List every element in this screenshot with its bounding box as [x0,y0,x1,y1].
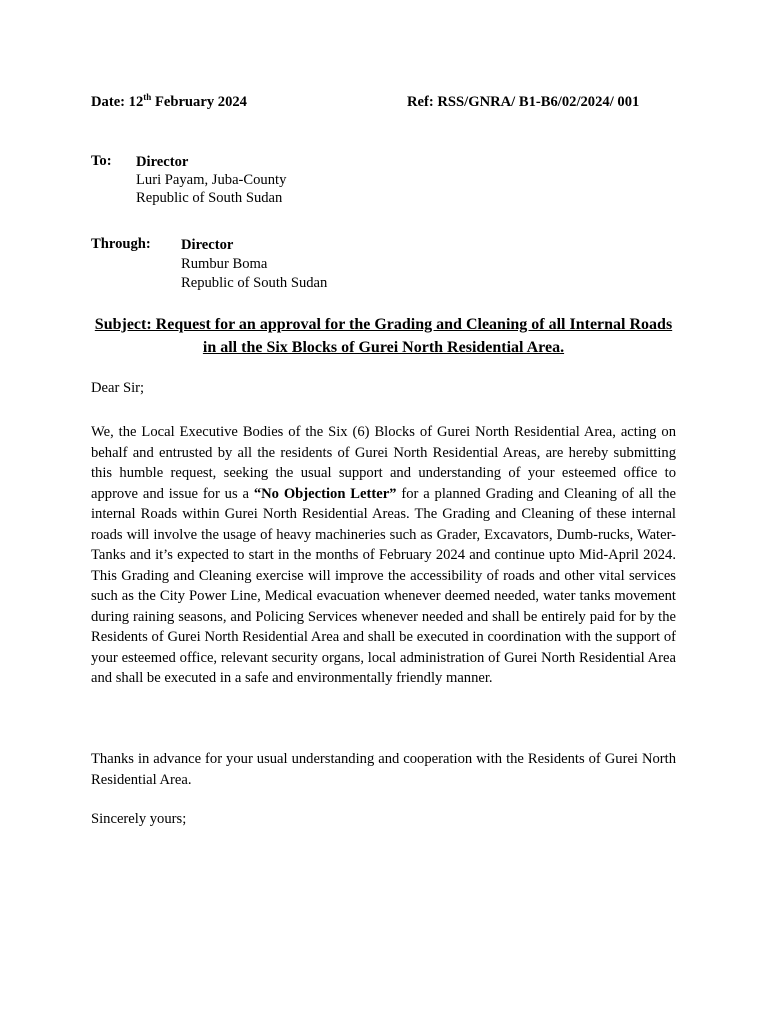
salutation: Dear Sir; [91,380,145,396]
recipient-address [136,153,286,207]
letter-reference: Ref: RSS/GNRA/ B1-B6/02/2024/ 001 [407,94,640,110]
recipient-title: Director [136,154,189,170]
no-objection-letter-emphasis: “No Objection Letter” [253,485,397,502]
through-title: Director [181,237,234,253]
through-line-1: Rumbur Boma [181,256,268,272]
letter-date: Date: 12th February 2024 [91,92,247,110]
recipient-line-1: Luri Payam, Juba-County [136,172,287,188]
closing: Sincerely yours; [91,811,187,827]
to-label: To: [91,153,112,169]
letter-subject: Subject: Request for an approval for the Grading and Cleaning of all Internal Roads in all the Six Blocks of Gurei North Residential Area. [94,316,673,356]
through-line-2: Republic of South Sudan [181,275,328,291]
thanks-paragraph: Thanks in advance for your usual understanding and cooperation with the Residents of Gurei North Residential Area. [91,751,676,788]
through-label: Through: [91,236,151,252]
recipient-line-2: Republic of South Sudan [136,190,283,206]
body-paragraph: We, the Local Executive Bodies of the Six (6) Blocks of Gurei North Residential Area, acting on behalf and entrusted by all the residents of Gurei North Residential Areas, are hereby submitting this humble request, seeking the usual support and understanding of your esteemed office to approve and issue for us a “No Objection Letter” for a planned Grading and Cleaning of all the internal Roads within Gurei North Residential Areas. The Grading and Cleaning of these internal roads will involve the usage of heavy machineries such as Grader, Excavators, Dumb-rucks, Water-Tanks and it’s expected to start in the months of February 2024 and continue upto Mid-April 2024. This Grading and Cleaning exercise will improve the accessibility of roads and other vital services such as the City Power Line, Medical evacuation whenever deemed needed, water tanks movement during raining seasons, and Policing Services whenever needed and shall be entirely paid for by the Residents of Gurei North Residential Area and shall be executed in coordination with the support of your esteemed office, relevant security organs, local administration of Gurei North Residential Area and shall be executed in a safe and environmentally friendly manner. [91,424,676,686]
through-address [181,236,327,293]
